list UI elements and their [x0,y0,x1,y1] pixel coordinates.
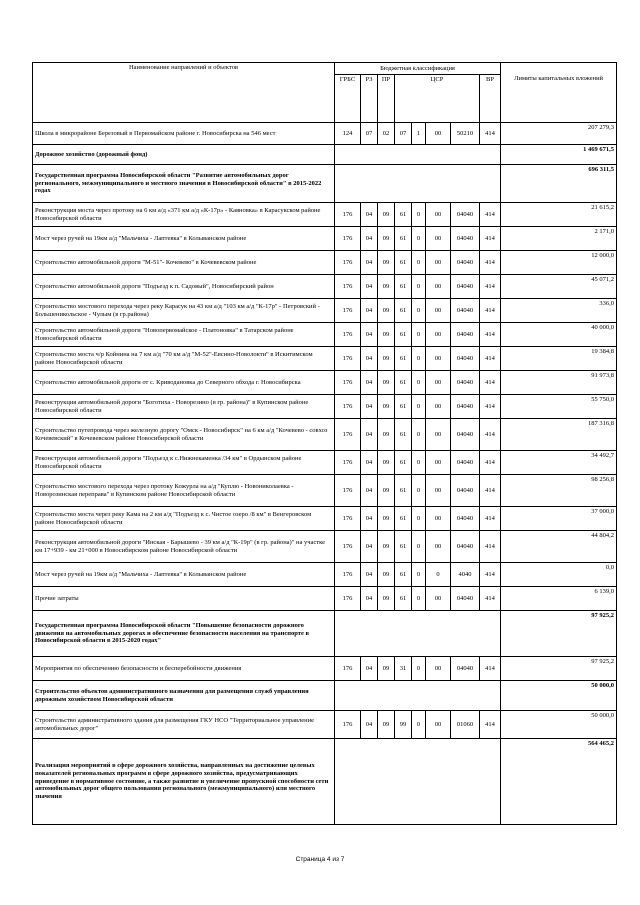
row-codes-empty [335,739,501,825]
row-amount: 2 171,0 [501,227,617,251]
row-code: 04 [361,371,378,395]
table-row [33,347,617,371]
row-code: 04 [361,299,378,323]
row-code: 0 [426,563,451,587]
row-code: 04040 [451,323,480,347]
table-row [33,203,617,227]
row-code: 09 [378,251,395,275]
table-row [33,123,617,145]
row-code: 04 [361,419,378,451]
row-codes-empty [335,611,501,657]
row-name: Строительство мостового перехода через реку Карасук на 43 км а/д "103 км а/д "К-17р" - Петровский - Большеникольское - Чулым (в гр.района) [33,299,335,323]
table-row [33,451,617,475]
row-code: 04040 [451,203,480,227]
section-row [33,165,617,203]
row-amount: 44 804,2 [501,531,617,563]
row-code: 00 [426,657,451,681]
budget-table [32,62,617,825]
row-code: 414 [480,531,501,563]
row-name: Строительство путепровода через железную дорогу "Омск - Новосибирск" на 6 км а/д "Кочевево - совхоз Кочевевский" в Кочевевском районе Новосибирской области [33,419,335,451]
table-body [33,123,617,825]
row-code: 99 [395,711,412,739]
row-code: 00 [426,251,451,275]
row-code: 0 [412,451,426,475]
row-code: 0 [412,227,426,251]
row-code: 00 [426,275,451,299]
row-code: 414 [480,123,501,145]
row-code: 61 [395,587,412,611]
row-name: Реконструкция моста через протоку на 6 км а/д «371 км а/д «К-17р» - Каяновка» в Карасукском районе Новосибирской области [33,203,335,227]
row-code: 04 [361,347,378,371]
row-code: 176 [335,371,361,395]
row-code: 04040 [451,371,480,395]
header-limits: Лимиты капитальных вложений [501,63,617,123]
row-code: 04 [361,251,378,275]
table-row [33,563,617,587]
row-name: Строительство автомобильной дороги "Новопервомайское - Платоновка" в Татарском районе Новосибирской области [33,323,335,347]
row-code: 0 [412,251,426,275]
row-amount: 21 615,2 [501,203,617,227]
header-vr: ВР [480,75,501,123]
row-code: 176 [335,711,361,739]
row-name: Реконструкция автомобильной дороги "Подъезд к с.Нижнекаменка /34 км" в Ордынском районе Новосибирской области [33,451,335,475]
row-code: 00 [426,711,451,739]
table-row [33,587,617,611]
row-name: Прочие затраты [33,587,335,611]
row-code: 414 [480,251,501,275]
row-code: 0 [412,563,426,587]
row-code: 176 [335,451,361,475]
row-name: Мост через ручей на 19км а/д "Мальчиха - Лаптевка" в Колыванском районе [33,227,335,251]
header-grbs: ГРБС [335,75,361,123]
row-code: 61 [395,419,412,451]
row-code: 0 [412,419,426,451]
row-code: 176 [335,531,361,563]
row-name: Реконструкция автомобильной дороги "Инская - Барышево - 39 км а/д "К-19р" (в гр. района)" на участке км 17+939 - км 21+000 в Новосибирском районе Новосибирской области [33,531,335,563]
row-amount: 0,0 [501,563,617,587]
row-code: 414 [480,203,501,227]
row-code: 09 [378,347,395,371]
section-row [33,611,617,657]
row-amount: 50 000,0 [501,711,617,739]
row-code: 04040 [451,299,480,323]
row-code: 414 [480,395,501,419]
row-code: 414 [480,323,501,347]
row-code: 04 [361,711,378,739]
row-code: 00 [426,419,451,451]
row-code: 07 [361,123,378,145]
row-code: 04040 [451,251,480,275]
row-amount: 19 384,8 [501,347,617,371]
row-code: 00 [426,531,451,563]
row-name: Строительство моста через реку Кама на 2 км а/д "Подъезд к с. Чистое озеро /8 км" в Венгеровском районе Новосибирской области [33,507,335,531]
row-code: 61 [395,251,412,275]
row-code: 0 [412,371,426,395]
row-code: 09 [378,419,395,451]
row-code: 414 [480,507,501,531]
row-code: 61 [395,475,412,507]
row-code: 00 [426,475,451,507]
row-name: Строительство автомобильной дороги "Подъезд к п. Садовый", Новосибирский район [33,275,335,299]
row-code: 176 [335,227,361,251]
row-code: 414 [480,299,501,323]
table-row [33,507,617,531]
row-code: 61 [395,227,412,251]
row-code: 61 [395,563,412,587]
row-code: 04 [361,227,378,251]
row-name: Строительство мостового перехода через протоку Кожурла на а/д "Куплю - Новониколаевка - Новорозинская переправа" в Купинском районе Новосибирской области [33,475,335,507]
row-code: 04040 [451,475,480,507]
row-amount: 696 311,5 [501,165,617,203]
row-code: 04 [361,203,378,227]
table-row [33,275,617,299]
row-code: 09 [378,395,395,419]
row-code: 09 [378,531,395,563]
row-code: 09 [378,371,395,395]
row-name: Строительство автомобильной дороги "М-51"- Кочевево" в Кочевевском районе [33,251,335,275]
row-code: 0 [412,657,426,681]
row-code: 00 [426,347,451,371]
row-amount: 12 000,0 [501,251,617,275]
row-code: 00 [426,227,451,251]
row-name: Мероприятия по обеспечению безопасности и бесперебойности движения [33,657,335,681]
table-row [33,323,617,347]
table-row [33,251,617,275]
row-amount: 97 925,2 [501,611,617,657]
row-code: 61 [395,451,412,475]
row-amount: 50 000,0 [501,681,617,711]
header-csr: ЦСР [395,75,480,123]
row-code: 04 [361,395,378,419]
row-code: 0 [412,475,426,507]
row-code: 04 [361,507,378,531]
row-code: 0 [412,395,426,419]
row-code: 04040 [451,587,480,611]
row-code: 176 [335,275,361,299]
row-amount: 37 000,0 [501,507,617,531]
row-code: 09 [378,227,395,251]
row-code: 04 [361,451,378,475]
row-amount: 1 469 671,5 [501,145,617,165]
row-code: 0 [412,275,426,299]
row-name: Государственная программа Новосибирской области "Развитие автомобильных дорог регионального, межмуниципального и местного значения в Новосибирской области" в 2015-2022 годах [33,165,335,203]
row-amount: 55 750,0 [501,395,617,419]
row-name: Государственная программа Новосибирской области "Повышение безопасности дорожного движения на автомобильных дорогах и обеспечение безопасности населения на транспорте в Новосибирской области в 2015-2020 годах" [33,611,335,657]
header-name: Наименование направлений и объектов [33,63,335,123]
table-row [33,419,617,451]
row-code: 0 [412,323,426,347]
row-code: 4040 [451,563,480,587]
section-row [33,681,617,711]
row-code: 04040 [451,419,480,451]
row-amount: 97 925,2 [501,657,617,681]
row-code: 61 [395,275,412,299]
row-code: 414 [480,371,501,395]
row-code: 176 [335,395,361,419]
row-name: Строительство автомобильной дороги от с. Криводановка до Северного обхода г. Новосибирска [33,371,335,395]
table-row [33,657,617,681]
row-name: Школа в микрорайоне Березовый в Первомайском районе г. Новосибирска на 546 мест [33,123,335,145]
row-code: 414 [480,657,501,681]
row-code: 09 [378,323,395,347]
row-code: 176 [335,563,361,587]
row-code: 04040 [451,347,480,371]
table-row [33,475,617,507]
row-code: 02 [378,123,395,145]
table-row [33,299,617,323]
row-code: 09 [378,299,395,323]
row-code: 04040 [451,395,480,419]
row-codes-empty [335,165,501,203]
row-code: 00 [426,203,451,227]
table-row [33,371,617,395]
row-code: 414 [480,451,501,475]
row-code: 00 [426,299,451,323]
row-code: 414 [480,419,501,451]
row-amount: 6 139,0 [501,587,617,611]
header-pr: ПР [378,75,395,123]
section-row [33,739,617,825]
row-code: 04040 [451,507,480,531]
row-code: 61 [395,395,412,419]
row-code: 61 [395,371,412,395]
row-codes-empty [335,681,501,711]
row-code: 00 [426,451,451,475]
row-amount: 98 256,8 [501,475,617,507]
row-code: 00 [426,371,451,395]
row-name: Строительство объектов административного назначения для размещения служб управления дорожным хозяйством Новосибирской области [33,681,335,711]
row-name: Реализация мероприятий в сфере дорожного хозяйства, направленных на достижение целевых показателей региональных программ в сфере дорожного хозяйства, предусматривающих приведение в нормативное состояние, а также развитие и увеличение пропускной способности сети автомобильных дорог общего пользования регионального (межмуниципального) или местного значения [33,739,335,825]
row-code: 1 [412,123,426,145]
row-code: 61 [395,203,412,227]
row-code: 61 [395,507,412,531]
row-code: 0 [412,299,426,323]
row-code: 04040 [451,531,480,563]
row-code: 09 [378,587,395,611]
row-code: 09 [378,203,395,227]
table-row [33,531,617,563]
row-code: 31 [395,657,412,681]
table-row [33,227,617,251]
row-name: Дорожное хозяйство (дорожный фонд) [33,145,335,165]
header-budget-classification: Бюджетная классификация [335,63,501,75]
row-code: 04 [361,323,378,347]
row-code: 0 [412,531,426,563]
row-code: 61 [395,347,412,371]
row-code: 09 [378,563,395,587]
row-code: 04 [361,587,378,611]
row-code: 61 [395,323,412,347]
row-code: 176 [335,475,361,507]
row-code: 04 [361,275,378,299]
row-code: 09 [378,507,395,531]
row-code: 176 [335,657,361,681]
row-code: 04040 [451,227,480,251]
row-code: 176 [335,299,361,323]
table-row [33,711,617,739]
row-code: 09 [378,275,395,299]
row-code: 0 [412,203,426,227]
header-rz: РЗ [361,75,378,123]
section-row [33,145,617,165]
row-code: 00 [426,507,451,531]
row-code: 09 [378,451,395,475]
row-code: 414 [480,587,501,611]
row-amount: 40 000,0 [501,323,617,347]
row-code: 176 [335,587,361,611]
row-code: 0 [412,507,426,531]
row-code: 50210 [451,123,480,145]
row-code: 07 [395,123,412,145]
row-amount: 207 279,3 [501,123,617,145]
row-code: 00 [426,395,451,419]
row-code: 414 [480,347,501,371]
row-code: 176 [335,251,361,275]
row-codes-empty [335,145,501,165]
row-code: 0 [412,587,426,611]
row-code: 414 [480,227,501,251]
page-footer: Страница 4 из 7 [295,856,345,863]
row-code: 09 [378,657,395,681]
row-name: Мост через ручей на 19км а/д "Мальчиха - Лаптевка" в Колыванском районе [33,563,335,587]
row-code: 176 [335,419,361,451]
row-code: 176 [335,323,361,347]
row-code: 61 [395,299,412,323]
row-code: 09 [378,475,395,507]
row-code: 176 [335,347,361,371]
row-amount: 187 316,8 [501,419,617,451]
row-amount: 564 465,2 [501,739,617,825]
row-code: 414 [480,475,501,507]
row-amount: 91 973,8 [501,371,617,395]
row-code: 04040 [451,657,480,681]
row-name: Строительство административного здания для размещения ГКУ НСО "Территориальное управление автомобильных дорог" [33,711,335,739]
row-code: 09 [378,711,395,739]
row-code: 04 [361,475,378,507]
row-code: 414 [480,275,501,299]
row-code: 04 [361,657,378,681]
row-code: 00 [426,587,451,611]
row-code: 04 [361,563,378,587]
row-code: 414 [480,711,501,739]
row-amount: 336,0 [501,299,617,323]
row-code: 61 [395,531,412,563]
table-row [33,395,617,419]
row-code: 0 [412,711,426,739]
row-name: Строительство моста ч/р Койнина на 7 км а/д "70 км а/д "М-52"-Евсино-Новолокти" в Искитимском районе Новосибирской области [33,347,335,371]
row-name: Реконструкция автомобильной дороги "Боготиха - Новорезино (в гр. района)" в Купинском районе Новосибирской области [33,395,335,419]
row-amount: 45 071,2 [501,275,617,299]
row-code: 00 [426,323,451,347]
row-code: 176 [335,507,361,531]
row-code: 01060 [451,711,480,739]
row-code: 414 [480,563,501,587]
row-code: 124 [335,123,361,145]
row-code: 04 [361,531,378,563]
row-code: 04040 [451,275,480,299]
row-code: 04040 [451,451,480,475]
row-code: 176 [335,203,361,227]
row-code: 0 [412,347,426,371]
row-code: 00 [426,123,451,145]
row-amount: 34 492,7 [501,451,617,475]
